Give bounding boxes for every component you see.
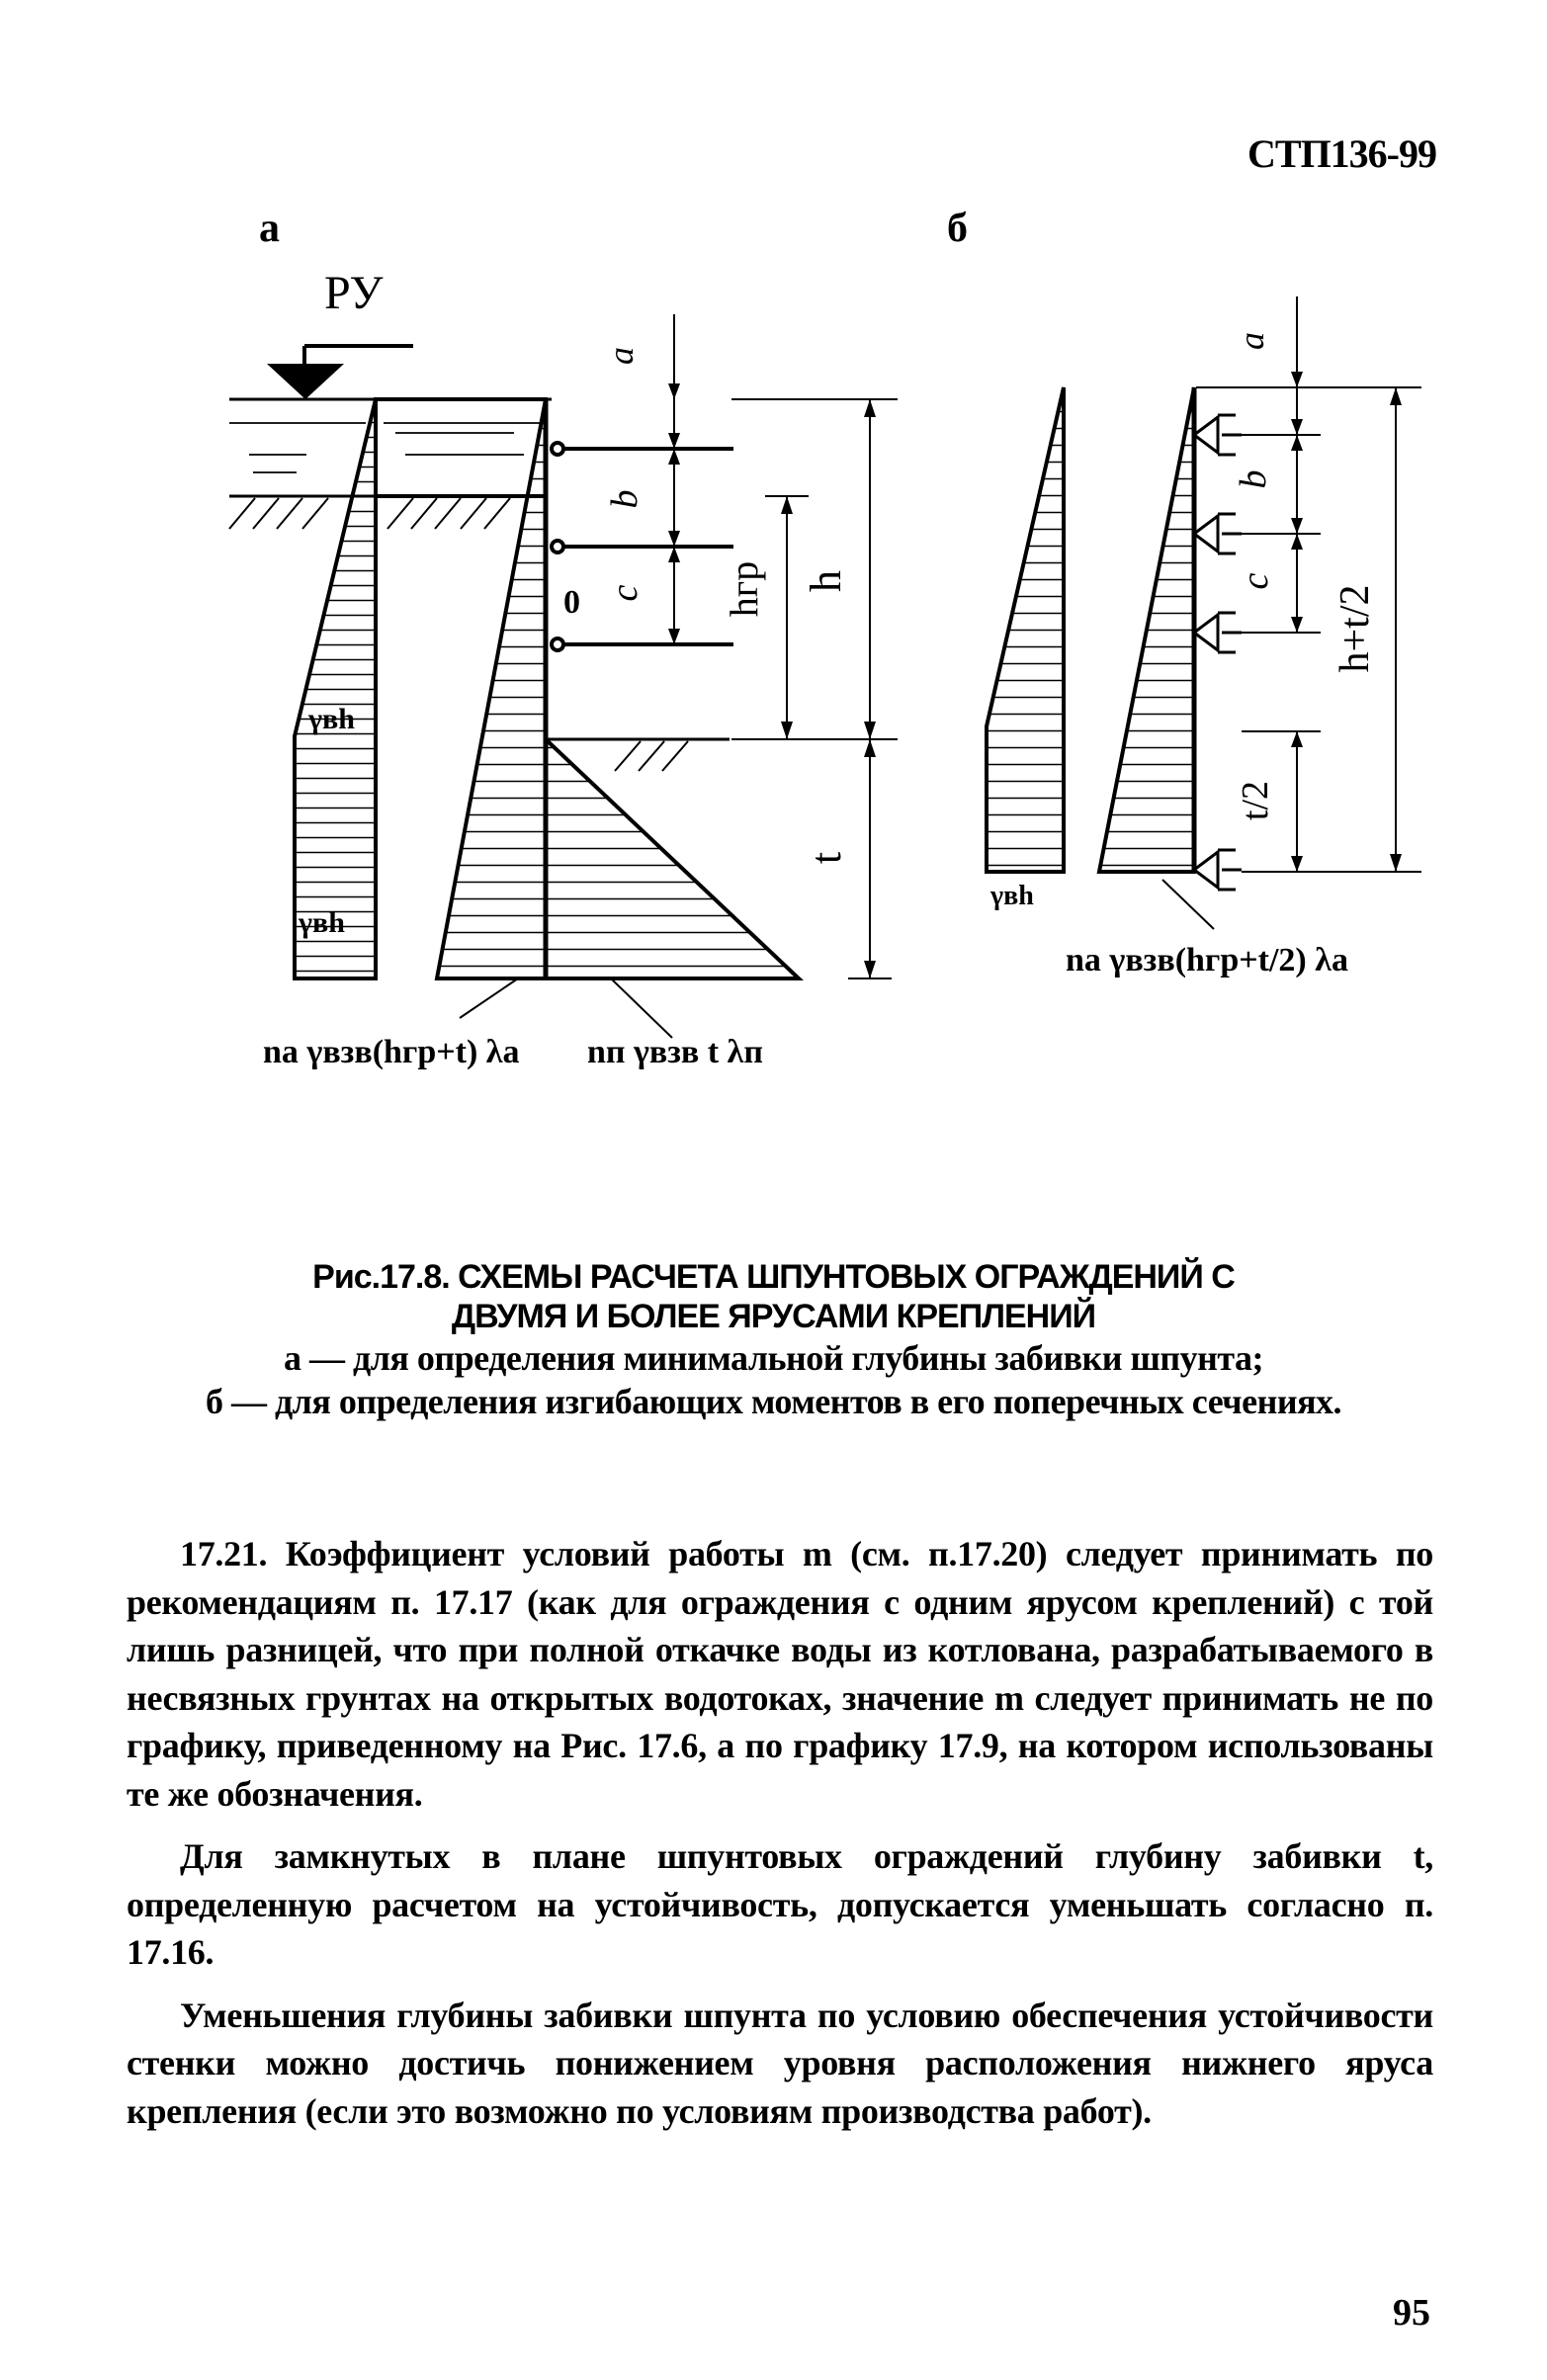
- dimension-t2-label: t/2: [1235, 780, 1276, 821]
- dimension-b-label: b: [604, 489, 645, 509]
- gamma-vh-b: γвh: [990, 881, 1034, 911]
- dimension-c-label-b: c: [1235, 572, 1276, 590]
- body-text: [127, 1530, 1433, 2150]
- sheet-pile-figure: [0, 0, 1547, 1117]
- paragraph: Для замкнутых в плане шпунтовых ограждений глубину забивки t, определенную расчетом на устойчивость, допускается уменьшать согласно п. 17.16.: [127, 1836, 1433, 1972]
- figure-caption: [0, 1257, 1547, 1423]
- dimension-a-label: a: [601, 347, 641, 365]
- document-code: СТП136-99: [1247, 131, 1436, 176]
- gamma-vh-upper: γвh: [308, 703, 355, 735]
- active-pressure-diagram: [437, 399, 546, 978]
- passive-pressure-leader: [611, 978, 672, 1038]
- pivot-label: 0: [563, 584, 580, 621]
- dimension-t-label: t: [802, 851, 850, 865]
- caption-title: ДВУМЯ И БОЛЕЕ ЯРУСАМИ КРЕПЛЕНИЙ: [451, 1298, 1096, 1335]
- water-level-label: РУ: [324, 267, 384, 319]
- paragraph: 17.21. Коэффициент условий работы m (см. п.17.20) следует принимать по рекомендациям п. 17.17 (как для ограждения с одним ярусом креплений) с той лишь разницей, что при полной откачке воды из котлована, разрабатываемого в несвязных грунтах на открытых водотоках, значение m следует принимать не по графику, приведенному на Рис. 17.6, а по графику 17.9, на котором использованы те же обозначения.: [127, 1534, 1433, 1814]
- passive-pressure-label-a: nп γвзв t λп: [587, 1034, 763, 1070]
- active-pressure-leader-b: [1162, 880, 1214, 929]
- dimension-c-label: c: [604, 584, 645, 602]
- water-body: [376, 399, 546, 496]
- panel-b-label: б: [947, 206, 968, 251]
- active-pressure-label-a: nа γвзв(hгр+t) λа: [263, 1034, 520, 1070]
- active-pressure-label-b: nа γвзв(hгр+t/2) λа: [1066, 942, 1348, 978]
- water-level-symbol: [267, 267, 413, 399]
- caption-title: Рис.17.8. СХЕМЫ РАСЧЕТА ШПУНТОВЫХ ОГРАЖДЕНИЙ С: [312, 1258, 1235, 1296]
- panel-b: [947, 206, 1421, 978]
- dimension-a-label-b: a: [1232, 332, 1271, 350]
- page-number: 95: [1393, 2292, 1430, 2334]
- dimension-b-label-b: b: [1233, 469, 1274, 489]
- dimension-h-label: h: [802, 570, 850, 592]
- panel-a: [229, 206, 898, 1070]
- dimension-hgr-label: hгр: [722, 560, 766, 618]
- dimension-h-t2-label: h+t/2: [1332, 584, 1378, 673]
- water-pressure-diagram-b: [987, 387, 1064, 872]
- water-pressure-diagram: [295, 399, 376, 978]
- panel-a-label: а: [259, 206, 280, 251]
- passive-pressure-diagram: [546, 739, 799, 978]
- paragraph: Уменьшения глубины забивки шпунта по условию обеспечения устойчивости стенки можно достичь понижением уровня расположения нижнего яруса крепления (если это возможно по условиям производства работ).: [127, 1995, 1433, 2131]
- gamma-vh-lower: γвh: [299, 906, 345, 939]
- caption-line-b: б — для определения изгибающих моментов в его поперечных сечениях.: [205, 1382, 1342, 1421]
- caption-line-a: а — для определения минимальной глубины забивки шпунта;: [284, 1338, 1263, 1378]
- active-pressure-leader: [460, 978, 518, 1018]
- soil-hatch: [615, 741, 688, 771]
- active-pressure-diagram-b: [1099, 387, 1194, 872]
